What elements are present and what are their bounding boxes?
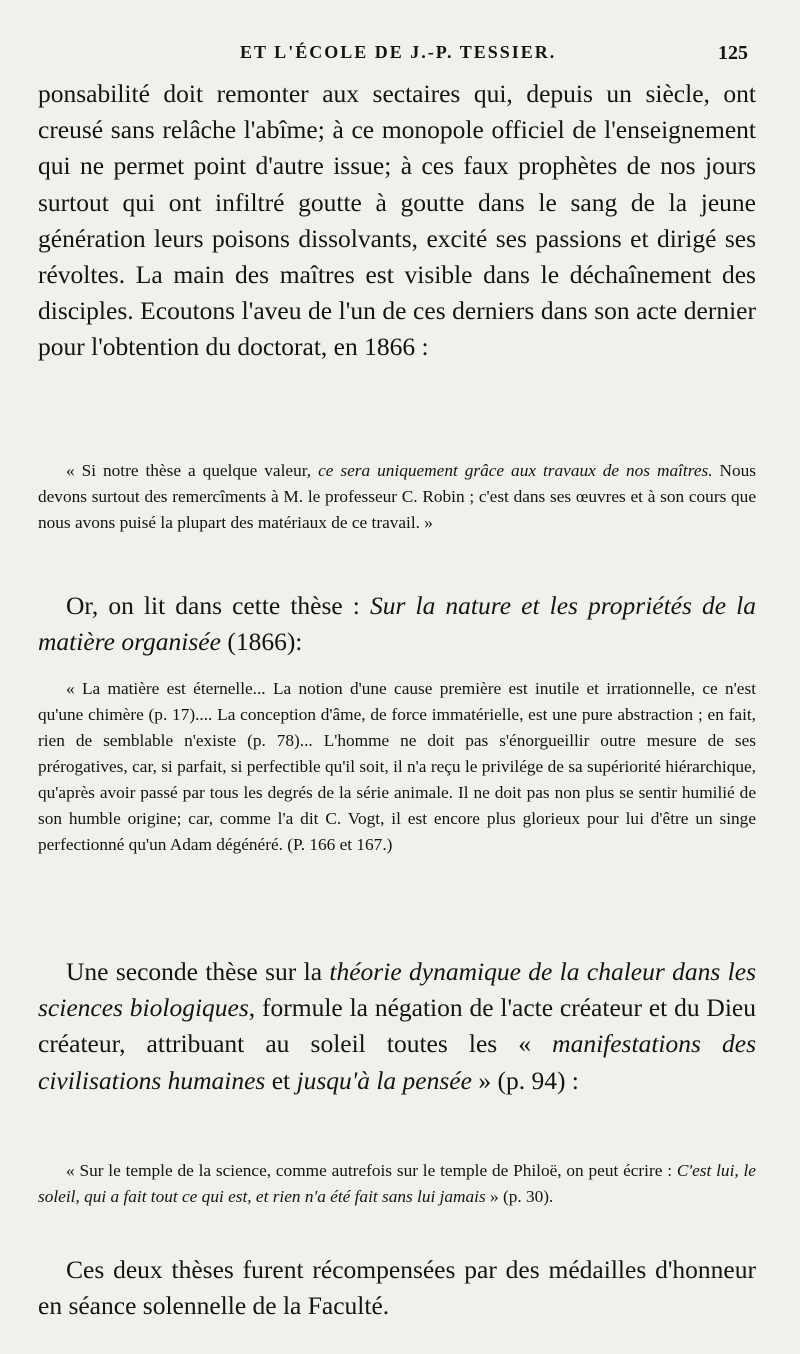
paragraph-second-thesis xyxy=(38,954,756,1099)
page-header xyxy=(0,42,800,74)
quote-thesis-content: « La matière est éternelle... La notion d'une cause première est inutile et irrationnelle, ce n'est qu'une chimère (p. 17).... La conception d'âme, de force immatérielle, est une pure abstraction ; en fait, rien de semblable n'existe (p. 78)... L'homme ne doit pas s'énorgueillir outre mesure de ses prérogatives, car, si parfait, si perfectible qu'il soit, il n'a reçu le privilége de sa supériorité hiérarchique, qu'après avoir passé par tous les degrés de la série animale. Il ne doit pas non plus se sentir humilié de son humble origine; car, comme l'a dit C. Vogt, il est encore plus glorieux pour lui d'être un singe perfectionné qu'un Adam dégénéré. (P. 166 et 167.) xyxy=(38,679,756,854)
paragraph-text: (1866): xyxy=(220,627,303,657)
paragraph-text: et xyxy=(265,1065,297,1095)
thesis-title: théorie dynamique de la chaleur dans les sciences biologiques xyxy=(38,957,757,1023)
page-number: 125 xyxy=(718,42,748,64)
quote-text: « Sur le temple de la science, comme autrefois sur le temple de Philoë, on peut écrire : xyxy=(66,1161,677,1180)
quote-text: Nous devons surtout des remercîments à M. le professeur C. Robin ; c'est dans ses œuvres et à son cours que nous avons puisé la plupart des matériaux de ce travail. » xyxy=(38,461,756,532)
thesis-title: Sur la nature et les propriétés de la matière organisée xyxy=(38,591,756,657)
running-title: ET L'ÉCOLE DE J.-P. TESSIER. xyxy=(240,42,557,62)
quoted-phrase: jusqu'à la pensée xyxy=(296,1065,472,1095)
paragraph-text: Une seconde thèse sur la xyxy=(66,957,330,986)
quote-emphasis: C'est lui, le soleil, qui a fait tout ce qui est, et rien n'a été fait sans lui jamais xyxy=(38,1161,756,1206)
quoted-phrase: manifestations des civilisations humaines xyxy=(38,1029,756,1095)
paragraph-conclusion: Ces deux thèses furent récompensées par des médailles d'honneur en séance solennelle de la Faculté. xyxy=(38,1255,756,1321)
quote-thesis-acknowledgement xyxy=(38,458,756,536)
paragraph-text: » (p. 94) : xyxy=(471,1065,579,1095)
quote-soleil xyxy=(38,1158,756,1210)
paragraph-thesis-title xyxy=(38,588,756,660)
paragraph-continuation: ponsabilité doit remonter aux sectaires qui, depuis un siècle, ont creusé sans relâche l'abîme; à ce monopole officiel de l'enseignement qui ne permet point d'autre issue; à ces faux prophètes de nos jours surtout qui ont infiltré goutte à goutte dans le sang de la jeune génération leurs poisons dissolvants, excité ses passions et dirigé ses révoltes. La main des maîtres est visible dans le déchaînement des disciples. Ecoutons l'aveu de l'un de ces derniers dans son acte dernier pour l'obtention du doctorat, en 1866 : xyxy=(38,79,756,362)
quote-emphasis: ce sera uniquement grâce aux travaux de nos maîtres. xyxy=(318,461,713,480)
quote-text: » (p. 30). xyxy=(485,1187,554,1206)
paragraph-text: , formule la négation de l'acte créateur et du Dieu créateur, attribuant au soleil toutes les « xyxy=(38,993,757,1059)
quote-text: « Si notre thèse a quelque valeur, xyxy=(66,461,319,480)
paragraph-text: Or, on lit dans cette thèse : xyxy=(66,591,370,620)
